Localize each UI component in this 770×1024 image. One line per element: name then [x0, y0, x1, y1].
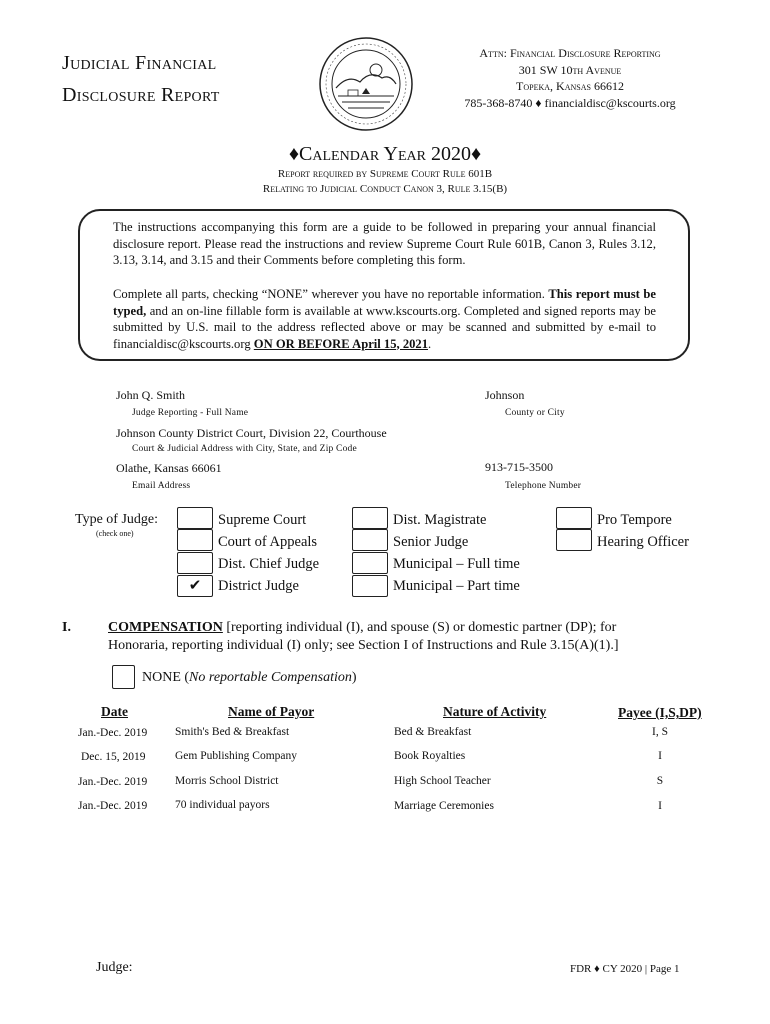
county-value[interactable]: Johnson — [485, 388, 525, 402]
checkbox-pro-tempore[interactable] — [556, 507, 592, 529]
row2-payee: I — [658, 750, 662, 762]
section-text-1: [reporting individual (I), and spouse (S) or domestic partner (DP); for — [222, 620, 617, 635]
judge-type-hint: (check one) — [96, 529, 134, 538]
none-close: ) — [351, 670, 357, 685]
col-activity: Nature of Activity — [443, 704, 547, 719]
instr-typed-note: This report must be typed, — [113, 287, 657, 318]
row1-payee: I, S — [652, 726, 668, 738]
checkbox-municipal-full[interactable] — [352, 552, 388, 574]
option-hearing-officer: Hearing Officer — [597, 534, 689, 550]
attn-line: Attn: Financial Disclosure Reporting — [479, 46, 661, 60]
row4-payee: I — [658, 800, 662, 812]
street-line: 301 SW 10th Avenue — [518, 62, 622, 77]
footer-judge-label: Judge: — [96, 960, 133, 975]
row4-activity: Marriage Ceremonies — [394, 800, 494, 812]
row1-date: Jan.-Dec. 2019 — [78, 727, 148, 739]
row3-payor: Morris School District — [175, 775, 279, 787]
judge-name-value[interactable]: John Q. Smith — [116, 388, 186, 402]
checkbox-dist-magistrate[interactable] — [352, 507, 388, 529]
canon-subtitle: Relating to Judicial Conduct Canon 3, Rule 3.15(B) — [262, 183, 508, 195]
court-address-label: Court & Judicial Address with City, State, and Zip Code — [132, 444, 357, 454]
none-label — [142, 670, 357, 686]
col-payor: Name of Payor — [228, 704, 315, 719]
kansas-seal-icon — [318, 36, 414, 132]
county-label: County or City — [505, 408, 565, 418]
checkbox-supreme-court[interactable] — [177, 507, 213, 529]
email-value[interactable]: Olathe, Kansas 66061 — [116, 461, 222, 475]
option-municipal-full: Municipal – Full time — [393, 556, 520, 572]
phone-label: Telephone Number — [505, 481, 582, 491]
contact-line: 785-368-8740 ♦ financialdisc@kscourts.org — [464, 95, 676, 110]
row1-activity: Bed & Breakfast — [394, 726, 472, 738]
instructions-paragraph-1: The instructions accompanying this form are a guide to be followed in preparing your annual financial disclosure report. Please read the instructions and review Supreme Court Rule 601B, Canon 3, Rules 3.12, 3.13, 3.14, and 3.15 and their Comments before completing this form. — [113, 220, 656, 267]
row2-payor: Gem Publishing Company — [175, 750, 298, 762]
court-address-value[interactable]: Johnson County District Court, Division 22, Courthouse — [116, 426, 387, 440]
option-dist-chief-judge: Dist. Chief Judge — [218, 556, 320, 572]
phone-value[interactable]: 913-715-3500 — [485, 460, 553, 474]
row2-date: Dec. 15, 2019 — [81, 751, 146, 763]
none-text: NONE ( — [142, 670, 190, 685]
city-line: Topeka, Kansas 66612 — [516, 79, 624, 93]
checkbox-district-judge[interactable]: ✔ — [177, 575, 213, 597]
compensation-heading: COMPENSATION — [108, 620, 223, 635]
instr-period: . — [428, 336, 432, 351]
instr-text-2: and an on-line fillable form is available at www.kscourts.org. Completed and signed reports may be submitted by U.S. mail to the address reflected above or may be scanned and submitted by e-mail to financialdisc@kscourts.org — [113, 303, 656, 351]
mailing-address — [420, 45, 720, 111]
option-district-judge: District Judge — [218, 578, 299, 594]
instr-text: Complete all parts, checking “NONE” wherever you have no reportable information. — [113, 287, 549, 301]
row3-payee: S — [656, 775, 664, 787]
col-payee: Payee (I,S,DP) — [618, 705, 702, 720]
row3-date: Jan.-Dec. 2019 — [78, 776, 148, 788]
row2-activity: Book Royalties — [394, 750, 466, 762]
checkbox-court-of-appeals[interactable] — [177, 529, 213, 551]
none-checkbox[interactable] — [112, 665, 135, 689]
option-senior-judge: Senior Judge — [393, 534, 469, 550]
checkbox-municipal-part[interactable] — [352, 575, 388, 597]
none-italic: No reportable Compensation — [189, 670, 352, 685]
row4-payor: 70 individual payors — [175, 799, 270, 811]
row3-activity: High School Teacher — [394, 775, 491, 787]
row1-payor: Smith's Bed & Breakfast — [175, 726, 290, 738]
email-label: Email Address — [132, 481, 191, 491]
col-date: Date — [101, 704, 128, 719]
judge-name-label: Judge Reporting - Full Name — [132, 408, 249, 418]
section-text-2: Honoraria, reporting individual (I) only; see Section I of Instructions and Rule 3.15(A)(1).] — [108, 638, 619, 653]
judge-type-label: Type of Judge: — [75, 512, 159, 527]
report-title-line2: Disclosure Report — [62, 84, 220, 106]
rule-subtitle: Report required by Supreme Court Rule 601B — [277, 168, 493, 180]
checkbox-senior-judge[interactable] — [352, 529, 388, 551]
checkbox-dist-chief-judge[interactable] — [177, 552, 213, 574]
report-title-line1: Judicial Financial — [62, 52, 217, 74]
page-info: FDR ♦ CY 2020 | Page 1 — [570, 963, 680, 975]
calendar-year-heading: ♦Calendar Year 2020♦ — [288, 143, 482, 165]
option-supreme-court: Supreme Court — [218, 512, 307, 528]
option-municipal-part: Municipal – Part time — [393, 578, 520, 594]
option-court-of-appeals: Court of Appeals — [218, 534, 318, 550]
instructions-paragraph-2 — [113, 286, 656, 352]
checkbox-hearing-officer[interactable] — [556, 529, 592, 551]
row4-date: Jan.-Dec. 2019 — [78, 800, 148, 812]
deadline: ON OR BEFORE April 15, 2021 — [253, 336, 429, 351]
option-pro-tempore: Pro Tempore — [597, 512, 672, 528]
section-heading — [108, 620, 668, 636]
section-numeral: I. — [62, 620, 71, 635]
option-dist-magistrate: Dist. Magistrate — [393, 512, 487, 528]
